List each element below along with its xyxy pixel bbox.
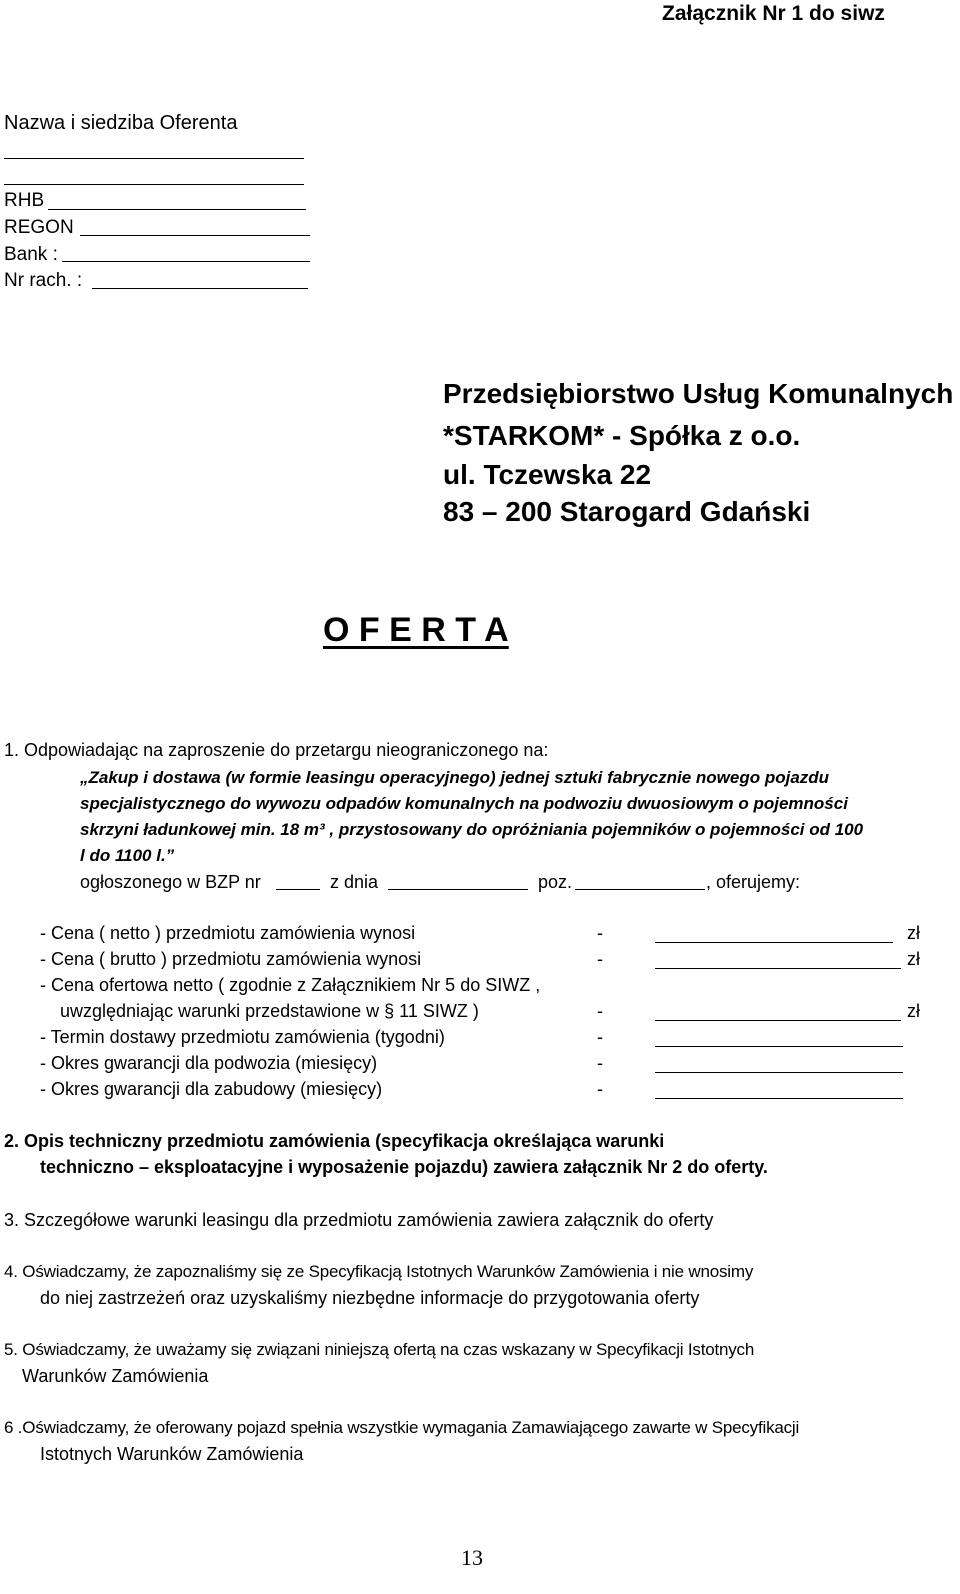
- warranty-body-field[interactable]: [655, 1098, 903, 1099]
- section-2-line-2: techniczno – eksploatacyjne i wyposażenie pojazdu) zawiera załącznik Nr 2 do oferty.: [40, 1157, 768, 1177]
- account-label: Nr rach. :: [4, 270, 83, 291]
- delivery-field[interactable]: [655, 1046, 903, 1047]
- section-6-line-1: 6 .Oświadczamy, że oferowany pojazd spełnia wszystkie wymagania Zamawiającego zawarte w Specyfikacji: [4, 1418, 800, 1437]
- offer-price-label-2: uwzględniając warunki przedstawione w § 11 SIWZ ): [60, 1001, 479, 1021]
- rhb-label: RHB: [4, 190, 45, 211]
- bidder-name-line-1[interactable]: [4, 158, 304, 159]
- bidder-name-line-2[interactable]: [4, 184, 304, 185]
- section-1-intro: 1. Odpowiadając na zaproszenie do przetargu nieograniczonego na:: [4, 740, 549, 760]
- announced-label: ogłoszonego w BZP nr: [80, 872, 261, 892]
- gross-price-currency: zł: [907, 949, 920, 969]
- offer-price-field[interactable]: [655, 1020, 901, 1021]
- offer-price-label-1: - Cena ofertowa netto ( zgodnie z Załącznikiem Nr 5 do SIWZ ,: [40, 975, 541, 995]
- net-price-currency: zł: [907, 923, 920, 943]
- date-label: z dnia: [330, 872, 379, 892]
- delivery-dash: -: [597, 1027, 603, 1047]
- section-4-line-1: 4. Oświadczamy, że zapoznaliśmy się ze Specyfikacją Istotnych Warunków Zamówienia i nie wnosimy: [4, 1262, 754, 1281]
- net-price-label: - Cena ( netto ) przedmiotu zamówienia wynosi: [40, 923, 416, 943]
- gross-price-dash: -: [597, 949, 603, 969]
- warranty-chassis-field[interactable]: [655, 1072, 903, 1073]
- warranty-body-label: - Okres gwarancji dla zabudowy (miesięcy): [40, 1079, 383, 1099]
- section-5-line-2: Warunków Zamówienia: [22, 1366, 209, 1386]
- recipient-line-4: 83 – 200 Starogard Gdański: [443, 496, 811, 527]
- offer-label: , oferujemy:: [706, 872, 801, 892]
- regon-label: REGON: [4, 217, 74, 238]
- rhb-field[interactable]: [48, 209, 306, 210]
- regon-field[interactable]: [80, 235, 310, 236]
- bidder-label: Nazwa i siedziba Oferenta: [4, 112, 238, 134]
- item-label: poz.: [538, 872, 573, 892]
- item-field[interactable]: [575, 889, 705, 890]
- subject-line-3: skrzyni ładunkowej min. 18 m³ , przystosowany do opróżniania pojemników o pojemności od 100: [80, 820, 864, 839]
- account-field[interactable]: [92, 288, 308, 289]
- section-2-line-1: 2. Opis techniczny przedmiotu zamówienia (specyfikacja określająca warunki: [4, 1131, 665, 1151]
- offer-price-dash: -: [597, 1001, 603, 1021]
- recipient-line-2: *STARKOM* - Spółka z o.o.: [443, 420, 801, 451]
- net-price-dash: -: [597, 923, 603, 943]
- page-number: 13: [461, 1545, 483, 1570]
- date-field[interactable]: [388, 889, 528, 890]
- delivery-label: - Termin dostawy przedmiotu zamówienia (tygodni): [40, 1027, 445, 1047]
- section-3: 3. Szczegółowe warunki leasingu dla przedmiotu zamówienia zawiera załącznik do oferty: [4, 1210, 714, 1230]
- bank-field[interactable]: [62, 261, 310, 262]
- warranty-chassis-label: - Okres gwarancji dla podwozia (miesięcy): [40, 1053, 378, 1073]
- section-6-line-2: Istotnych Warunków Zamówienia: [40, 1444, 304, 1464]
- net-price-field[interactable]: [655, 942, 893, 943]
- offer-title: O F E R T A: [323, 611, 509, 649]
- section-4-line-2: do niej zastrzeżeń oraz uzyskaliśmy niezbędne informacje do przygotowania oferty: [40, 1288, 700, 1308]
- subject-line-4: l do 1100 l.”: [80, 846, 175, 865]
- warranty-chassis-dash: -: [597, 1053, 603, 1073]
- gross-price-field[interactable]: [655, 968, 901, 969]
- bank-label: Bank :: [4, 244, 58, 265]
- annex-title: Załącznik Nr 1 do siwz: [662, 2, 885, 25]
- warranty-body-dash: -: [597, 1079, 603, 1099]
- subject-line-2: specjalistycznego do wywozu odpadów komunalnych na podwoziu dwuosiowym o pojemności: [80, 794, 848, 813]
- recipient-line-3: ul. Tczewska 22: [443, 459, 652, 490]
- gross-price-label: - Cena ( brutto ) przedmiotu zamówienia wynosi: [40, 949, 422, 969]
- recipient-line-1: Przedsiębiorstwo Usług Komunalnych: [443, 378, 954, 409]
- section-5-line-1: 5. Oświadczamy, że uważamy się związani niniejszą ofertą na czas wskazany w Specyfikacji Istotnych: [4, 1340, 755, 1359]
- bzp-number-field[interactable]: [276, 889, 320, 890]
- subject-line-1: „Zakup i dostawa (w formie leasingu operacyjnego) jednej sztuki fabrycznie nowego pojazdu: [80, 768, 830, 787]
- offer-price-currency: zł: [907, 1001, 920, 1021]
